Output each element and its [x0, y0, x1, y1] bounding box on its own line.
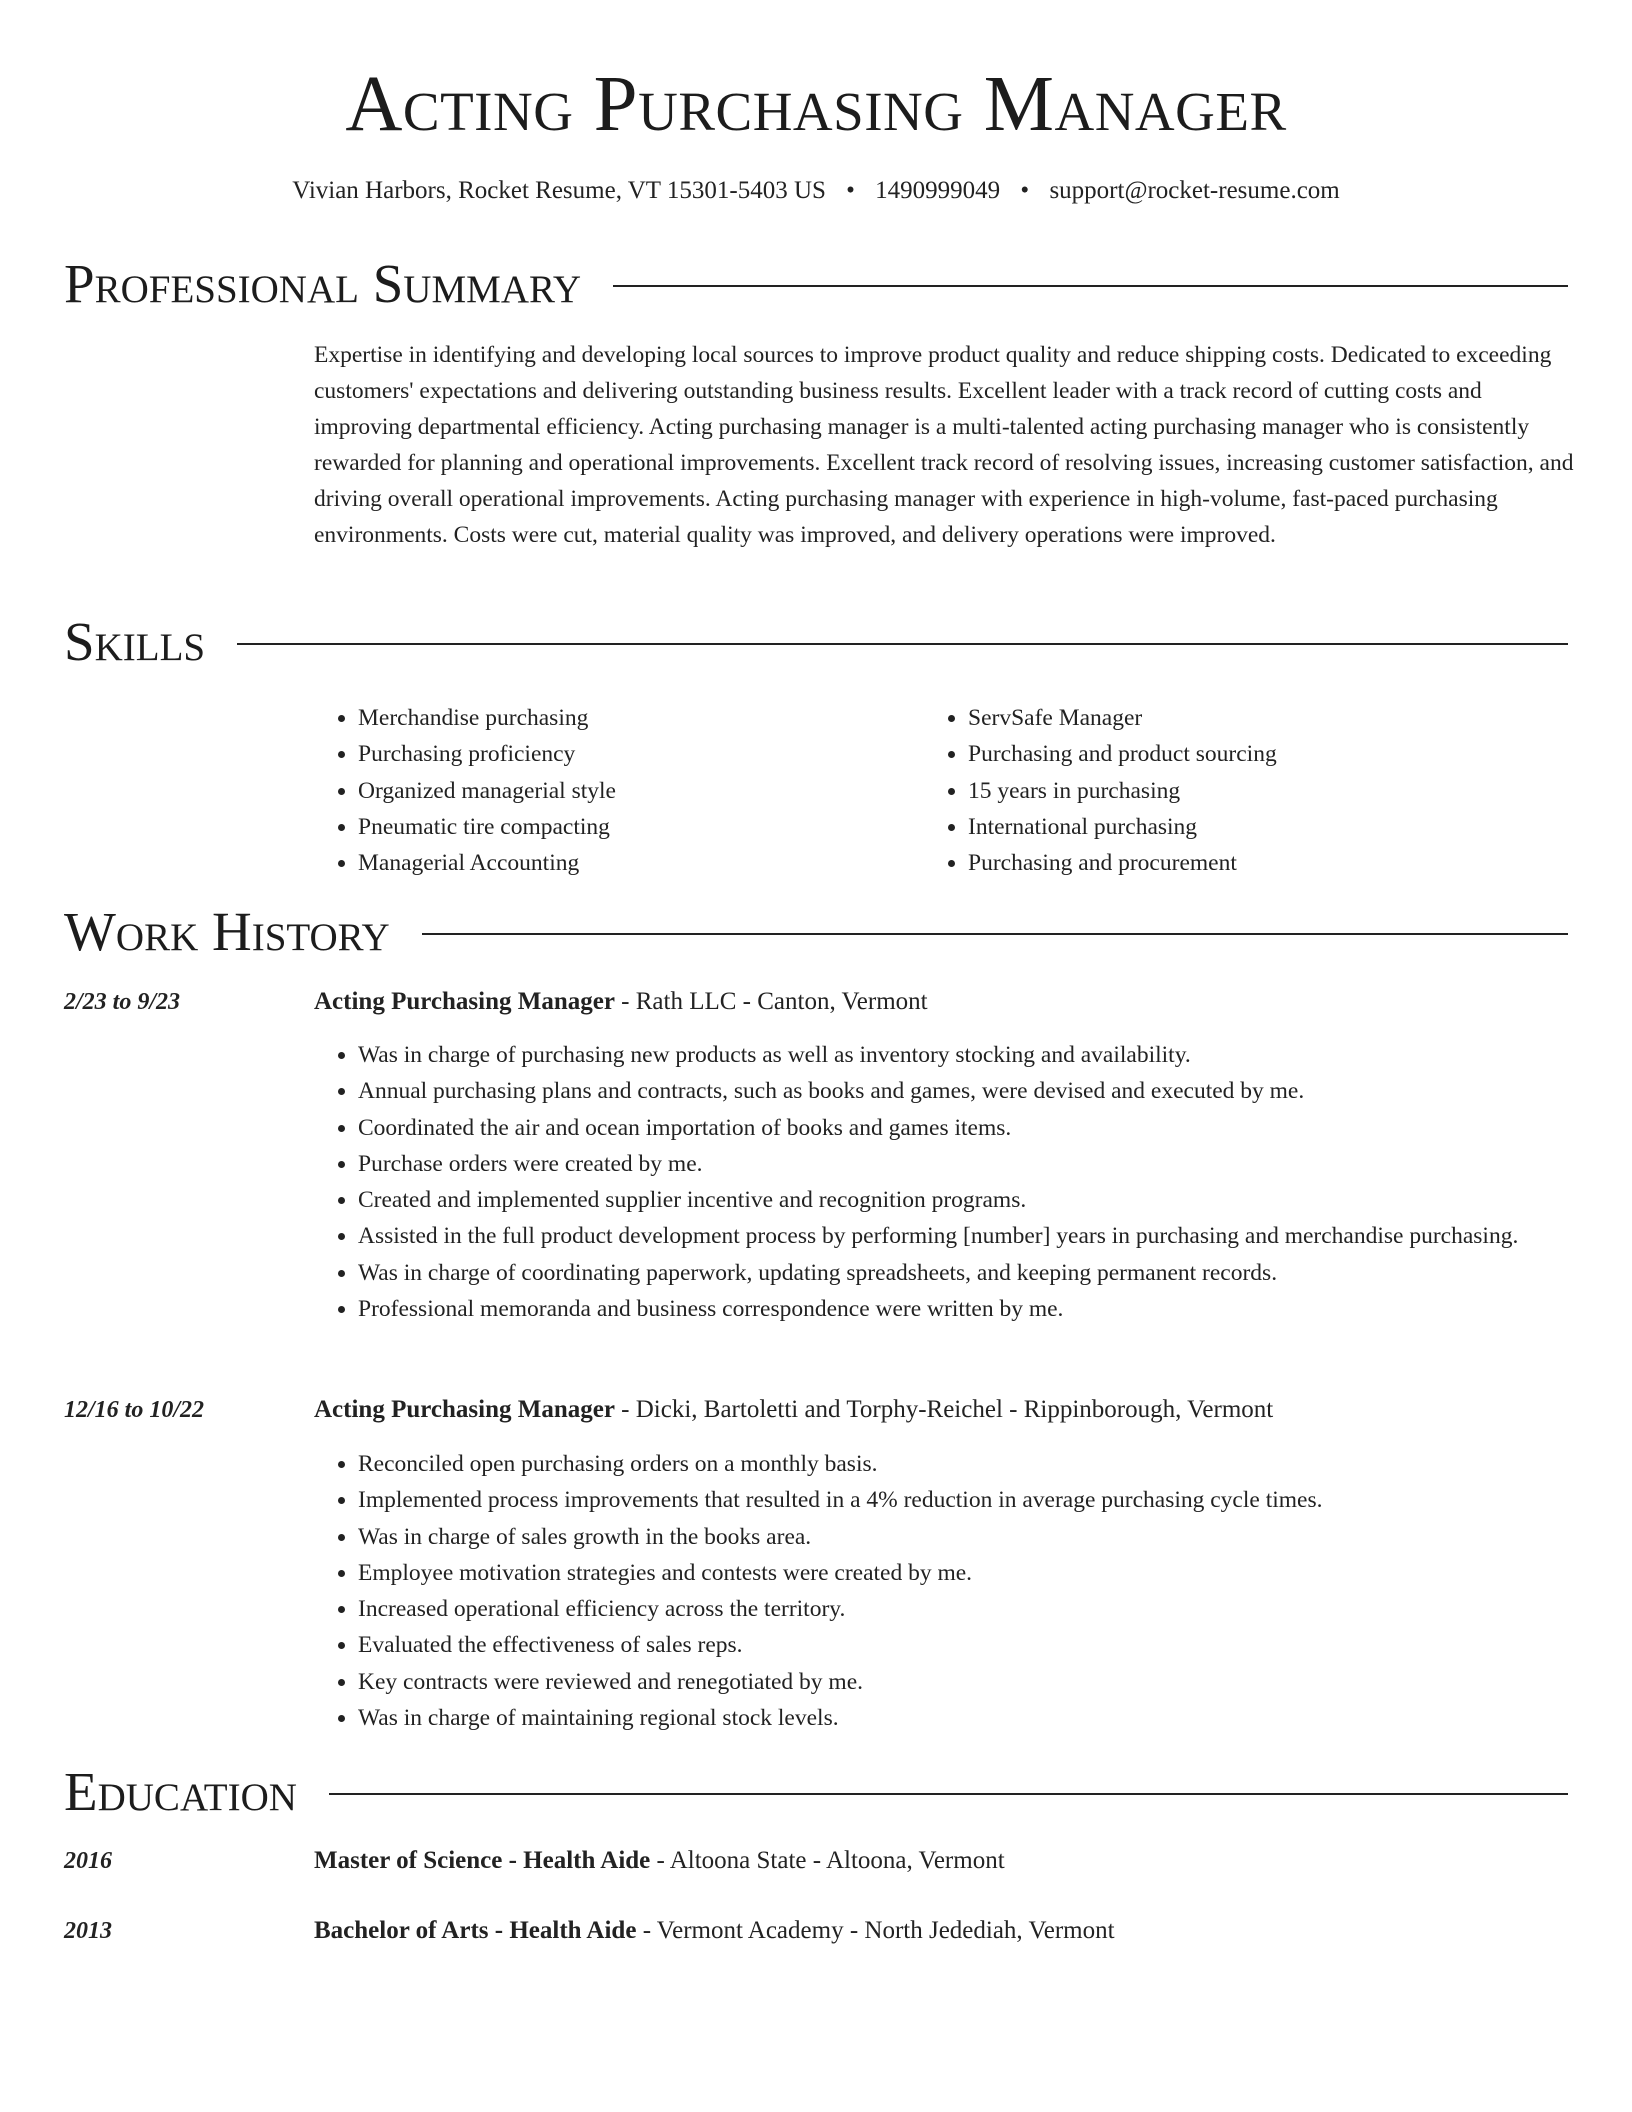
job-bullet: • Reconciled open purchasing orders on a monthly basis.	[358, 1446, 1564, 1482]
job-dates: 2/23 to 9/23	[64, 989, 181, 1015]
job-bullet: • Assisted in the full product development process by performing [number] years in purchasing and merchandise purchasing.	[358, 1218, 1564, 1254]
education-entry	[314, 1844, 1005, 1878]
job-bullet: • Professional memoranda and business correspondence were written by me.	[358, 1291, 1564, 1327]
summary-section-header	[64, 252, 1568, 316]
job-role: Acting Purchasing Manager	[314, 1396, 615, 1423]
job-bullet: • Coordinated the air and ocean importation of books and games items.	[358, 1110, 1564, 1146]
skill-item: • Organized managerial style	[358, 773, 874, 809]
contact-separator: •	[846, 177, 855, 204]
skills-column-right	[924, 700, 1484, 881]
education-year: 2016	[64, 1848, 112, 1874]
education-degree: Bachelor of Arts - Health Aide	[314, 1917, 637, 1944]
job-bullet: • Was in charge of purchasing new products as well as inventory stocking and availability.	[358, 1037, 1564, 1073]
skill-item: • 15 years in purchasing	[968, 773, 1484, 809]
job-role: Acting Purchasing Manager	[314, 988, 615, 1015]
contact-email: support@rocket-resume.com	[1049, 177, 1340, 204]
skill-item: • Pneumatic tire compacting	[358, 809, 874, 845]
job-bullet: • Increased operational efficiency across the territory.	[358, 1591, 1564, 1627]
work-heading: Work History	[64, 901, 390, 962]
work-section-header	[64, 900, 1568, 964]
education-entry	[314, 1914, 1115, 1948]
job-header	[314, 985, 928, 1019]
job-bullets	[314, 1446, 1564, 1736]
contact-phone: 1490999049	[875, 177, 1001, 204]
job-header	[314, 1393, 1273, 1427]
job-bullets	[314, 1037, 1564, 1327]
skill-item: • ServSafe Manager	[968, 700, 1484, 736]
summary-heading: Professional Summary	[64, 253, 582, 314]
job-bullet: • Was in charge of coordinating paperwork, updating spreadsheets, and keeping permanent records.	[358, 1255, 1564, 1291]
education-school: - Altoona State - Altoona, Vermont	[650, 1847, 1005, 1874]
education-heading: Education	[64, 1761, 297, 1822]
job-dates: 12/16 to 10/22	[64, 1397, 205, 1423]
job-bullet: • Was in charge of sales growth in the books area.	[358, 1519, 1564, 1555]
skills-section-header	[64, 610, 1568, 674]
education-year: 2013	[64, 1918, 112, 1944]
contact-separator: •	[1020, 177, 1030, 204]
summary-text: Expertise in identifying and developing local sources to improve product quality and reduce shipping costs. Dedicated to exceeding customers' expectations and delivering outstanding business results. Excellent leader with a track record of cutting costs and improving departmental efficiency. Acting purchasing manager is a multi-talented acting purchasing manager who is consistently rewarded for planning and operational improvements. Excellent track record of resolving issues, increasing customer satisfaction, and driving overall operational improvements. Acting purchasing manager with experience in high-volume, fast-paced purchasing environments. Costs were cut, material quality was improved, and delivery operations were improved.	[314, 342, 1574, 548]
job-bullet: • Implemented process improvements that resulted in a 4% reduction in average purchasing cycle times.	[358, 1482, 1564, 1518]
job-bullet: • Employee motivation strategies and contests were created by me.	[358, 1555, 1564, 1591]
contact-line	[0, 174, 1632, 208]
skill-item: • Managerial Accounting	[358, 845, 874, 881]
job-bullet: • Created and implemented supplier incentive and recognition programs.	[358, 1182, 1564, 1218]
section-divider	[237, 643, 1568, 645]
skills-column-left	[314, 700, 874, 881]
skill-item: • Purchasing proficiency	[358, 736, 874, 772]
section-divider	[422, 933, 1568, 935]
skill-item: • Purchasing and procurement	[968, 845, 1484, 881]
skill-item: • Purchasing and product sourcing	[968, 736, 1484, 772]
job-bullet: • Purchase orders were created by me.	[358, 1146, 1564, 1182]
skill-item: • International purchasing	[968, 809, 1484, 845]
education-section-header	[64, 1760, 1568, 1824]
contact-address: Vivian Harbors, Rocket Resume, VT 15301-5403 US	[292, 177, 826, 204]
job-bullet: • Was in charge of maintaining regional stock levels.	[358, 1700, 1564, 1736]
education-school: - Vermont Academy - North Jedediah, Vermont	[636, 1917, 1115, 1944]
job-bullet: • Annual purchasing plans and contracts, such as books and games, were devised and executed by me.	[358, 1073, 1564, 1109]
resume-title: Acting Purchasing Manager	[345, 61, 1287, 148]
section-divider	[613, 285, 1568, 287]
job-bullet: • Key contracts were reviewed and renegotiated by me.	[358, 1664, 1564, 1700]
section-divider	[329, 1793, 1568, 1795]
education-degree: Master of Science - Health Aide	[314, 1847, 651, 1874]
skill-item: • Merchandise purchasing	[358, 700, 874, 736]
skills-heading: Skills	[64, 611, 206, 672]
job-org: - Dicki, Bartoletti and Torphy-Reichel - Rippinborough, Vermont	[614, 1396, 1274, 1423]
job-org: - Rath LLC - Canton, Vermont	[614, 988, 928, 1015]
job-bullet: • Evaluated the effectiveness of sales reps.	[358, 1627, 1564, 1663]
